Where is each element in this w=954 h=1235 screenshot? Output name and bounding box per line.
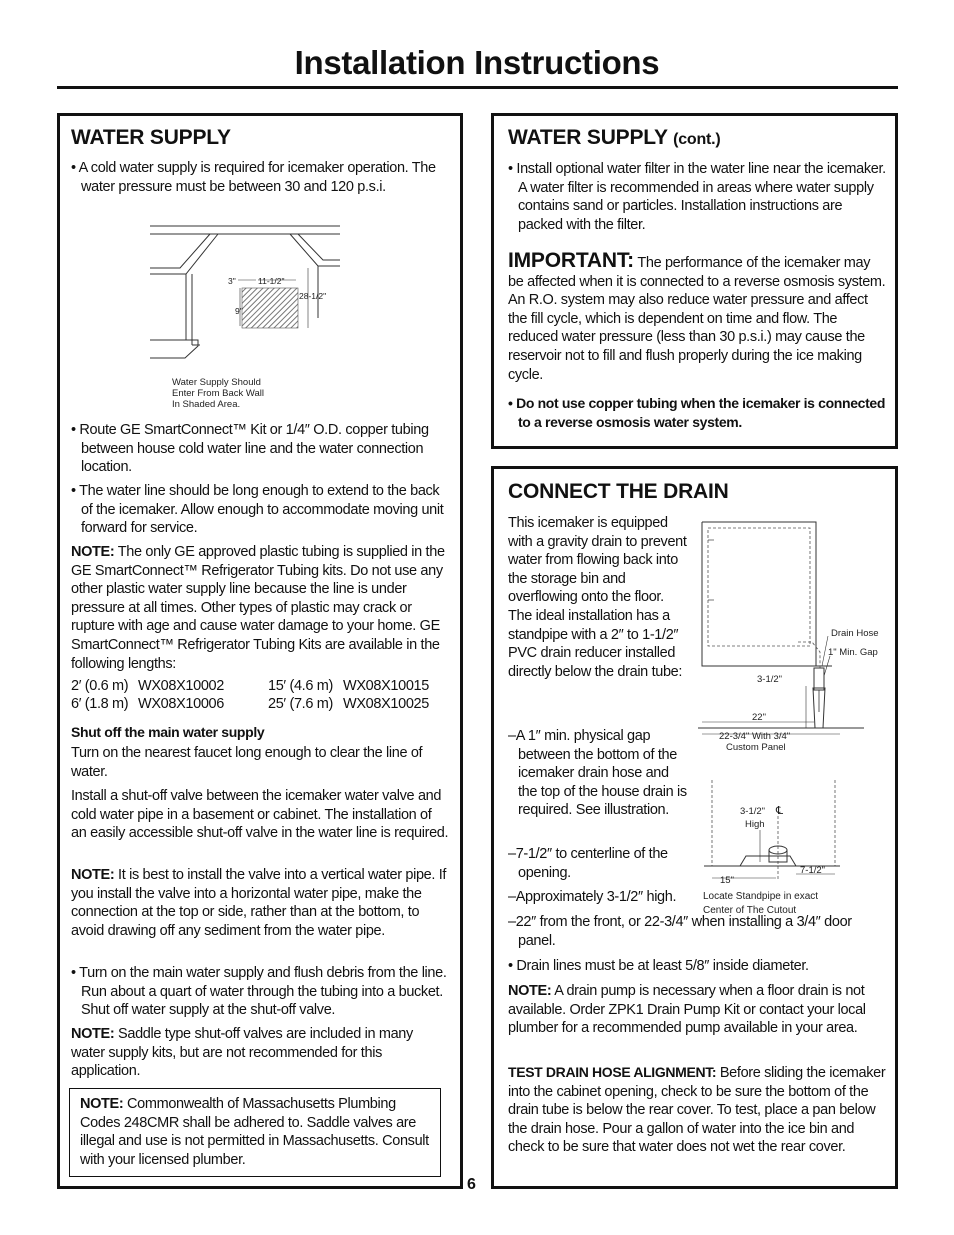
kit-part: WX08X10006 — [138, 696, 224, 712]
diagram-caption-line1: Water Supply Should — [172, 377, 261, 388]
kit-length: 25′ (7.6 m) — [268, 696, 333, 712]
water-supply-cont-heading: WATER SUPPLY (cont.) — [508, 126, 721, 149]
standpipe-high-label: High — [745, 819, 765, 830]
page-number: 6 — [467, 1176, 476, 1193]
dim-22-label: 22" — [752, 712, 766, 723]
standpipe-caption-line2: Center of The Cutout — [703, 905, 797, 916]
dim-3-5-label: 3-1/2" — [757, 674, 783, 685]
water-supply-note-tubing: NOTE: The only GE approved plastic tubing is supplied in the GE SmartConnect™ Refrigerator Tubing kits. Do not use any other plastic water supply line because the line is under pressure at all times. Other types of plastic may crack or rupture with age and cause water damage to your home. GE SmartConnect™ Refrigerator Tubing Kits are available in the following lengths: — [71, 544, 445, 672]
dim-11-5-label: 11-1/2" — [258, 276, 285, 286]
copper-tubing-warning: • Do not use copper tubing when the icemaker is connected to a reverse osmosis water system. — [508, 395, 886, 430]
drain-requirement-distance: –22″ from the front, or 22-3/4″ when installing a 3/4″ door panel. — [508, 914, 852, 949]
water-supply-bullet-route-tubing: • Route GE SmartConnect™ Kit or 1/4″ O.D. copper tubing between house cold water line and the water connection location. — [71, 422, 429, 476]
diagram-caption-line2: Enter From Back Wall — [172, 388, 265, 399]
diagram-caption-line3: In Shaded Area. — [172, 399, 241, 410]
water-filter-bullet: • Install optional water filter in the water line near the icemaker. A water filter is recommended in areas where water supply contains sand or particles. Installation instructions are packed with the filter. — [508, 161, 886, 233]
drain-pump-note: NOTE: A drain pump is necessary when a floor drain is not available. Order ZPK1 Drain Pump Kit or contact your local plumber for a recommended pump available in your area. — [508, 983, 866, 1037]
drain-hose-label: Drain Hose — [831, 628, 879, 639]
standpipe-caption-line1: Locate Standpipe in exact — [703, 891, 819, 902]
water-supply-location-diagram — [140, 218, 345, 418]
drain-line-diameter-bullet: • Drain lines must be at least 5/8″ inside diameter. — [508, 958, 809, 974]
page-title: Installation Instructions — [294, 44, 660, 81]
dim-15-label: 15" — [720, 875, 734, 886]
min-gap-label: 1" Min. Gap — [828, 647, 878, 658]
massachusetts-note-box — [69, 1088, 441, 1177]
dim-7-5-label: 7-1/2" — [800, 865, 826, 876]
dim-22-75-label-line1: 22-3/4" With 3/4" — [719, 731, 791, 742]
standpipe-height-label: 3-1/2" — [740, 806, 766, 817]
tubing-kit-table — [71, 677, 449, 717]
kit-length: 2′ (0.6 m) — [71, 678, 129, 694]
centerline-symbol: ℄ — [776, 805, 784, 817]
water-supply-bullet-line-length: • The water line should be long enough to extend to the back of the icemaker. Allow enough to accommodate moving unit forward for service. — [71, 483, 444, 537]
kit-part: WX08X10002 — [138, 678, 224, 694]
water-supply-bullet-pressure: • A cold water supply is required for icemaker operation. The water pressure must be between 30 and 120 p.s.i. — [71, 160, 436, 195]
shutoff-paragraph-1: Turn on the nearest faucet long enough to clear the line of water. — [71, 745, 423, 780]
water-supply-note-saddle: NOTE: Saddle type shut-off valves are included in many water supply kits, but are not recommended for this application. — [71, 1026, 413, 1080]
water-supply-note-valve: NOTE: It is best to install the valve into a vertical water pipe. If you install the valve into a horizontal water pipe, make the connection at the top or side, rather than at the bottom, to avoid drawing off any sediment from the water pipe. — [71, 867, 447, 939]
dim-22-75-label-line2: Custom Panel — [726, 742, 786, 753]
shutoff-paragraph-2: Install a shut-off valve between the icemaker water valve and cold water pipe in a basement or cabinet. The installation of an easily accessible shut-off valve in the water line is required. — [71, 788, 449, 842]
drain-requirement-height: –Approximately 3-1/2″ high. — [508, 889, 677, 905]
drain-requirement-gap: –A 1″ min. physical gap between the bottom of the icemaker drain hose and the top of the house drain is required. See illustration. — [508, 728, 687, 819]
drain-intro: This icemaker is equipped with a gravity drain to prevent water from flowing back into the storage bin and overflowing onto the floor. The ideal installation has a standpipe with a 2″ to 1-1/2″ PVC drain reducer installed directly below the drain tube: — [508, 515, 687, 680]
drain-requirement-centerline: –7-1/2″ to centerline of the opening. — [508, 846, 668, 881]
kit-length: 6′ (1.8 m) — [71, 696, 129, 712]
water-supply-heading: WATER SUPPLY — [71, 126, 231, 149]
dim-28-5-label: 28-1/2" — [299, 291, 327, 301]
dim-3-label: 3" — [228, 276, 236, 286]
shutoff-heading: Shut off the main water supply — [71, 724, 265, 740]
drain-side-view-diagram — [694, 516, 894, 756]
connect-drain-heading: CONNECT THE DRAIN — [508, 480, 729, 503]
drain-front-view-diagram — [700, 770, 840, 920]
kit-length: 15′ (4.6 m) — [268, 678, 333, 694]
important-paragraph: IMPORTANT: The performance of the icemaker may be affected when it is connected to a reverse osmosis system. An R.O. system may also reduce water pressure and affect the fill cycle, which is dependent on time and flow. The reduced water pressure (less than 30 p.s.i.) may cause the reservoir not to fill and flush properly during the ice making cycle. — [508, 249, 886, 383]
water-supply-bullet-flush: • Turn on the main water supply and flush debris from the line. Run about a quart of water through the tubing into a bucket. Shut off water supply at the shut-off valve. — [71, 965, 447, 1019]
test-drain-hose-alignment: TEST DRAIN HOSE ALIGNMENT: Before sliding the icemaker into the cabinet opening, check to be sure the bottom of the drain tube is below the rear cover. To test, place a pan below the drain hose. Pour a gallon of water into the ice bin and check to be sure that water does not wet the rear cover. — [508, 1064, 886, 1156]
kit-part: WX08X10015 — [343, 678, 429, 694]
dim-9-label: 9" — [235, 306, 243, 316]
massachusetts-note-text: NOTE: Commonwealth of Massachusetts Plumbing Codes 248CMR shall be adhered to. Saddle valves are illegal and use is not permitted in Massachusetts. Consult with your licensed plumber. — [80, 1096, 429, 1168]
title-rule — [57, 86, 898, 89]
kit-part: WX08X10025 — [343, 696, 429, 712]
